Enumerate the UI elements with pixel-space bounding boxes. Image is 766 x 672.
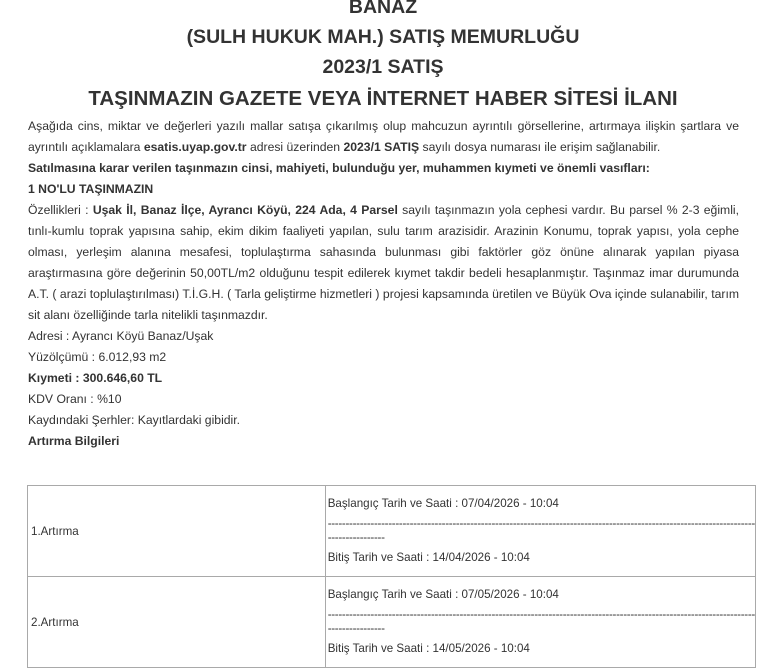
auction-start: Başlangıç Tarih ve Saati : 07/04/2026 - 10:04: [327, 497, 559, 510]
auction-table: [27, 485, 756, 668]
office-subtitle: (SULH HUKUK MAH.) SATIŞ MEMURLUĞU: [186, 26, 580, 48]
auction-separator-wrap: ----------------: [327, 531, 385, 544]
section-heading: Satılmasına karar verilen taşınmazın cinsi, mahiyeti, bulunduğu yer, muhammen kıymeti ve önemli vasıfları:: [28, 161, 650, 175]
auction-separator-wrap: ----------------: [327, 622, 385, 635]
property-value: Kıymeti : 300.646,60 TL: [28, 371, 163, 385]
auction-end: Bitiş Tarih ve Saati : 14/05/2026 - 10:04: [327, 642, 530, 655]
property-vat: KDV Oranı : %10: [28, 392, 122, 406]
sale-number: 2023/1 SATIŞ: [322, 56, 444, 78]
auction-start: Başlangıç Tarih ve Saati : 07/05/2026 - 10:04: [327, 588, 559, 601]
announcement-body: [0, 116, 766, 452]
auction-label: 1.Artırma: [28, 486, 326, 577]
auction-separator: ------------------------------------------------------------------------------------------------------------------------: [327, 608, 755, 621]
announcement-title: TAŞINMAZIN GAZETE VEYA İNTERNET HABER SİTESİ İLANI: [88, 87, 678, 110]
property-parcel: Uşak İl, Banaz İlçe, Ayrancı Köyü, 224 Ada, 4 Parsel: [92, 203, 398, 217]
property-area: Yüzölçümü : 6.012,93 m2: [28, 350, 167, 364]
office-title: BANAZ: [348, 0, 418, 18]
file-number: 2023/1 SATIŞ: [343, 140, 420, 154]
esatis-site: esatis.uyap.gov.tr: [143, 140, 247, 154]
property-heading: 1 NO'LU TAŞINMAZIN: [28, 182, 154, 196]
auction-end: Bitiş Tarih ve Saati : 14/04/2026 - 10:04: [327, 551, 530, 564]
auction-heading: Artırma Bilgileri: [28, 434, 120, 448]
auction-dates: [325, 486, 755, 577]
auction-dates: [325, 577, 755, 668]
property-address: Adresi : Ayrancı Köyü Banaz/Uşak: [28, 329, 214, 343]
auction-separator: ------------------------------------------------------------------------------------------------------------------------: [327, 517, 755, 530]
property-encumbrances: Kaydındaki Şerhler: Kayıtlardaki gibidir.: [28, 413, 241, 427]
table-row: [28, 577, 756, 668]
property-features: Özellikleri : Uşak İl, Banaz İlçe, Ayrancı Köyü, 224 Ada, 4 Parsel sayılı taşınmazın yola cephesi vardır. Bu parsel % 2-3 eğimli, tınlı-kumlu toprak yapısına sahip, ekim dikim faaliyeti yapılan, sulu tarım arazisidir. Arazinin Konumu, toprak yapısı, yola cephe olması, yerleşim alanına mesafesi, toplulaştırma sahasında bulunması gibi faktörler göz önüne alınarak yapılan piyasa araştırmasına göre değerinin 50,00TL/m2 olduğunu tespit edilerek kıymet takdir bedeli hesaplanmıştır. Taşınmaz imar durumunda A.T. ( arazi toplulaştırılması) T.İ.G.H. ( Tarla geliştirme hizmetleri ) projesi kapsamında üretilen ve Büyük Ova içinde sulanabilir, tarım sit alanı özelliğinde tarla nitelikli taşınmazdır.: [28, 203, 739, 322]
auction-label: 2.Artırma: [28, 577, 326, 668]
intro-paragraph: Aşağıda cins, miktar ve değerleri yazılı mallar satışa çıkarılmış olup mahcuzun ayrıntılı görsellerine, artırmaya ilişkin şartlara ve ayrıntılı açıklamalara esatis.uyap.gov.tr adresi üzerinden 2023/1 SATIŞ sayılı dosya numarası ile erişim sağlanabilir.: [28, 119, 739, 154]
table-row: [28, 486, 756, 577]
